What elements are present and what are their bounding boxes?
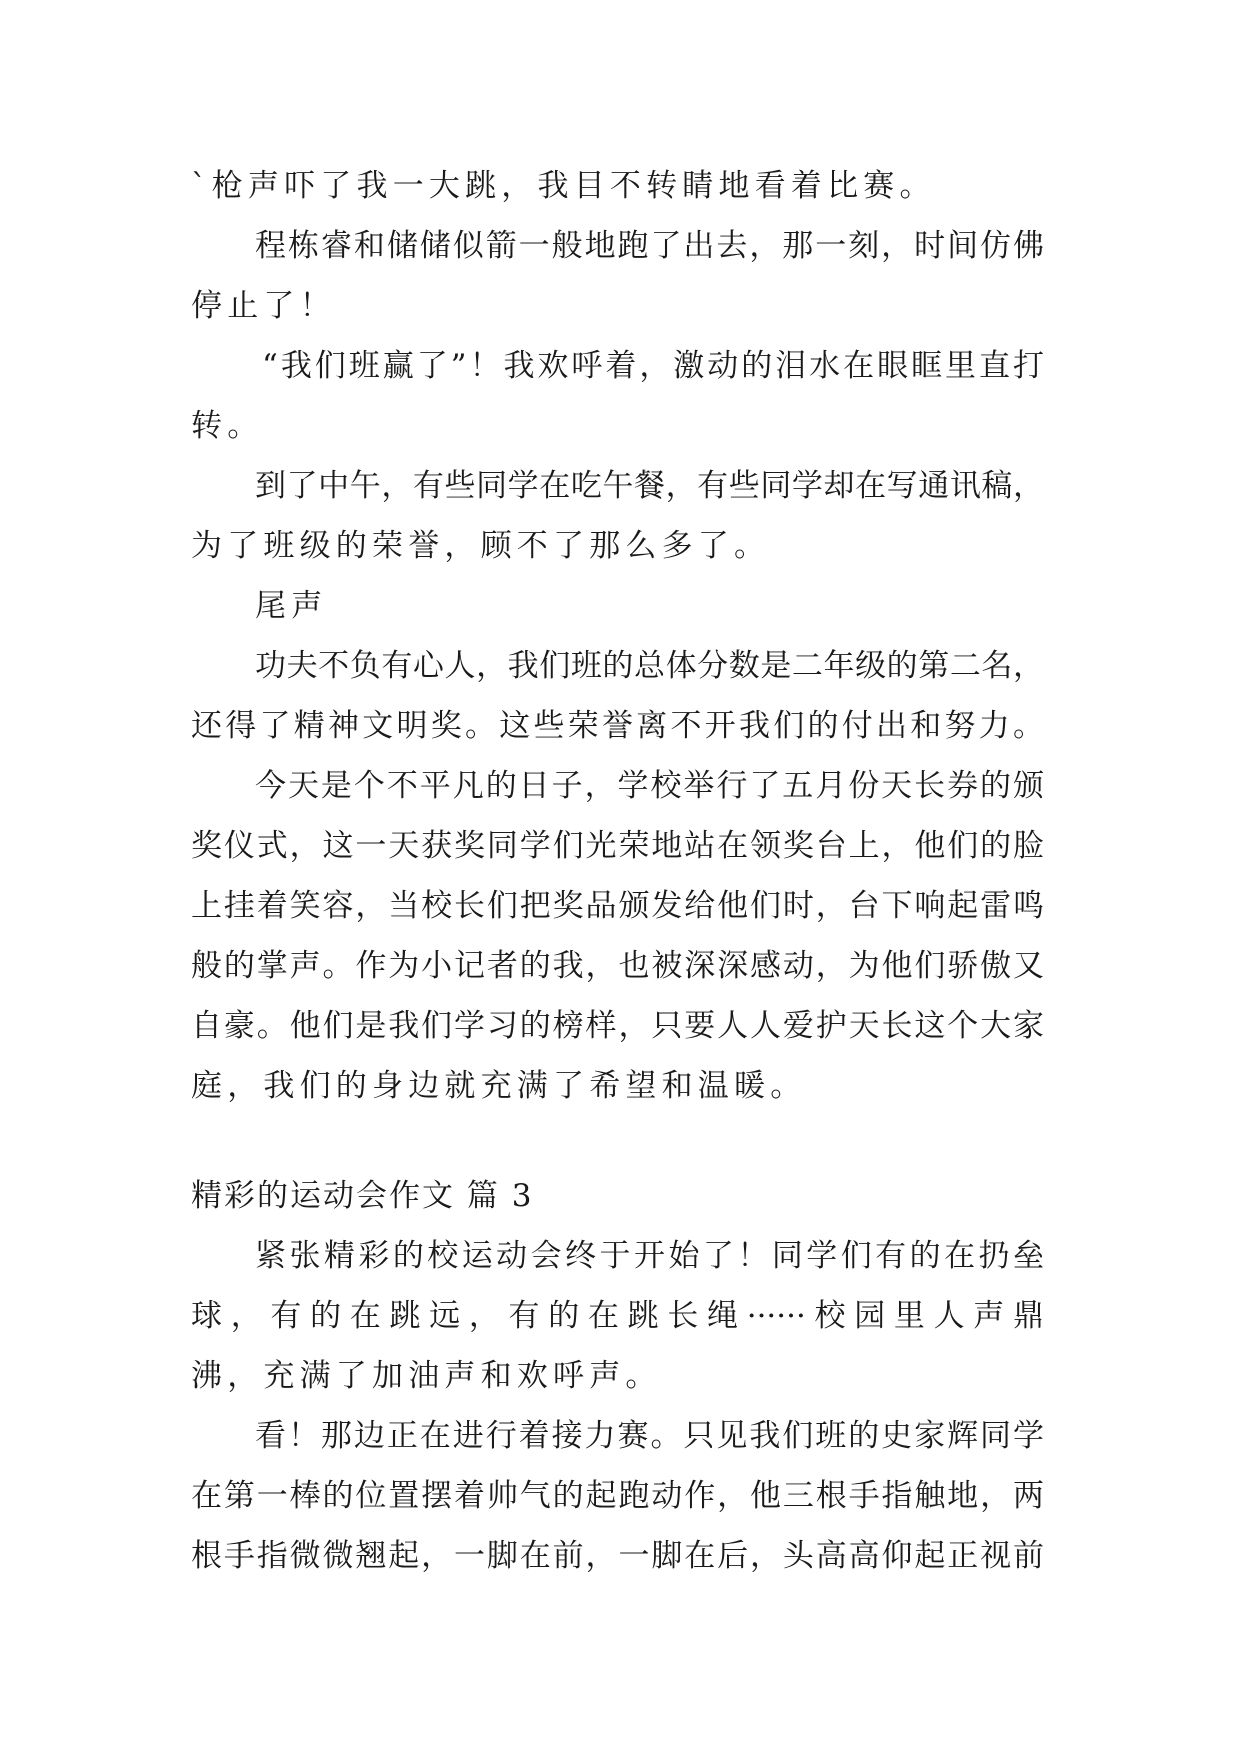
text-line: 根手指微微翘起，一脚在前，一脚在后，头高高仰起正视前	[191, 1538, 1044, 1574]
text-line: 程栋睿和储储似箭一般地跑了出去，那一刻，时间仿佛	[255, 228, 1044, 264]
text-line: 奖仪式，这一天获奖同学们光荣地站在领奖台上，他们的脸	[191, 828, 1044, 864]
text-line: 上挂着笑容，当校长们把奖品颁发给他们时，台下响起雷鸣	[191, 888, 1044, 924]
text-line: 自豪。他们是我们学习的榜样，只要人人爱护天长这个大家	[191, 1008, 1044, 1044]
text-line: 般的掌声。作为小记者的我，也被深深感动，为他们骄傲又	[191, 948, 1044, 984]
text-line: 转。	[191, 408, 264, 444]
text-line: 球，有的在跳远，有的在跳长绳······校园里人声鼎	[191, 1298, 1044, 1334]
text-line: 沸，充满了加油声和欢呼声。	[191, 1358, 662, 1394]
text-line: 还得了精神文明奖。这些荣誉离不开我们的付出和努力。	[191, 708, 1044, 744]
text-line: 到了中午，有些同学在吃午餐，有些同学却在写通讯稿，	[255, 468, 1044, 504]
text-line: 为了班级的荣誉，顾不了那么多了。	[191, 528, 771, 564]
text-line: 紧张精彩的校运动会终于开始了！同学们有的在扔垒	[255, 1238, 1044, 1274]
text-line: 庭，我们的身边就充满了希望和温暖。	[191, 1068, 807, 1104]
text-line: 在第一棒的位置摆着帅气的起跑动作，他三根手指触地，两	[191, 1478, 1044, 1514]
section-heading: 尾声	[255, 588, 328, 624]
text-line: 功夫不负有心人，我们班的总体分数是二年级的第二名，	[255, 648, 1044, 684]
text-line: `枪声吓了我一大跳，我目不转睛地看着比赛。	[191, 168, 936, 204]
text-line: “我们班赢了”！我欢呼着，激动的泪水在眼眶里直打	[262, 348, 1044, 384]
text-line: 今天是个不平凡的日子，学校举行了五月份天长券的颁	[255, 768, 1044, 804]
article-title: 精彩的运动会作文 篇 3	[191, 1178, 534, 1214]
text-line: 停止了！	[191, 288, 336, 324]
text-line: 看！那边正在进行着接力赛。只见我们班的史家辉同学	[255, 1418, 1044, 1454]
